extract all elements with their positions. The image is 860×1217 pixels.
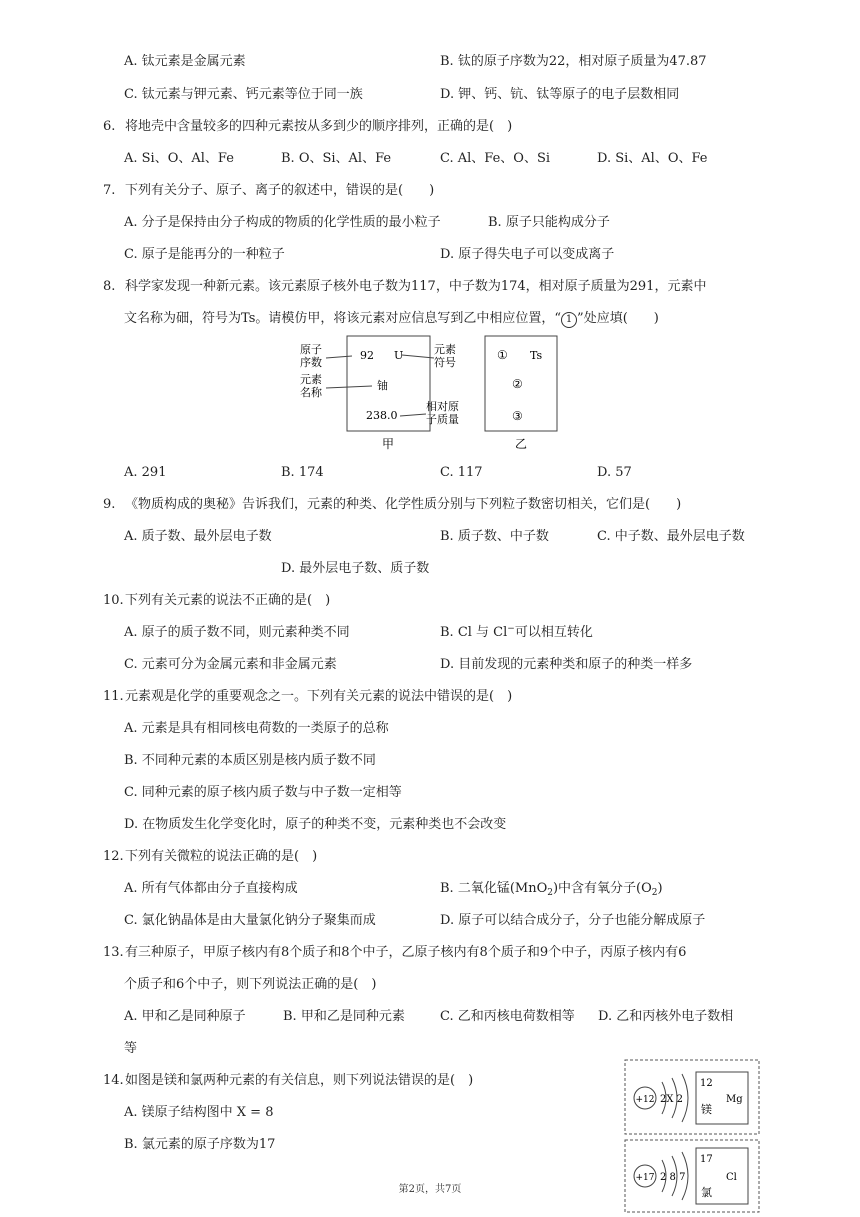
q7-option-b: B. 原子只能构成分子 [488, 215, 610, 230]
q12-text: 下列有关微粒的说法正确的是( ) [125, 849, 318, 864]
q9-option-b: B. 质子数、中子数 [440, 529, 549, 544]
q10-option-b-post: 可以相互转化 [514, 625, 593, 640]
q10-option-c: C. 元素可分为金属元素和非金属元素 [124, 657, 337, 672]
q14-stem [103, 1073, 473, 1089]
q12-option-a: A. 所有气体都由分子直接构成 [124, 881, 298, 896]
q11-option-b: B. 不同种元素的本质区别是核内质子数不同 [124, 753, 376, 768]
q13-stem-line1 [103, 945, 686, 961]
q9-stem [103, 497, 681, 513]
q7-stem [103, 183, 434, 199]
q10-option-d: D. 目前发现的元素种类和原子的种类一样多 [440, 657, 693, 672]
q10-option-b-pre: B. Cl 与 Cl [440, 625, 508, 640]
q10-option-b [440, 625, 593, 641]
q12-option-d: D. 原子可以结合成分子，分子也能分解成原子 [440, 913, 706, 928]
q11-option-d: D. 在物质发生化学变化时，原子的种类不变，元素种类也不会改变 [124, 817, 507, 832]
jia-pointer-mass [400, 414, 426, 416]
jia-pointer-name [326, 386, 372, 388]
cl-symbol: Cl [726, 1172, 737, 1183]
q6-option-a: A. Si、O、Al、Fe [124, 151, 234, 166]
q5-option-a: A. 钛元素是金属元素 [124, 54, 246, 69]
q8-text-2b: ”处应填( ) [577, 311, 659, 326]
jia-mass: 238.0 [366, 409, 398, 422]
q5-option-c: C. 钛元素与钾元素、钙元素等位于同一族 [124, 87, 363, 102]
yi-mark-1: ① [497, 348, 508, 362]
element-cell-diagram [296, 334, 566, 454]
jia-pointer-symbol [402, 355, 434, 358]
q5-option-b: B. 钛的原子序数为22，相对原子质量为47.87 [440, 54, 707, 69]
jia-label-name-2: 名称 [300, 386, 322, 399]
jia-name: 铀 [377, 379, 388, 392]
q7-option-c: C. 原子是能再分的一种粒子 [124, 247, 285, 262]
q7-text: 下列有关分子、原子、离子的叙述中，错误的是( ) [125, 183, 435, 198]
q8-stem-line1 [103, 279, 706, 295]
q14-text: 如图是镁和氯两种元素的有关信息，则下列说法错误的是( ) [125, 1073, 474, 1088]
q6-number: 6. [103, 119, 116, 134]
jia-label-number-2: 序数 [300, 356, 322, 369]
q8-option-c: C. 117 [440, 465, 483, 480]
q12-option-b-mid: )中含有氧分子(O [552, 881, 652, 896]
q8-option-d: D. 57 [597, 465, 632, 480]
jia-label-mass-2: 子质量 [426, 413, 459, 426]
q7-number: 7. [103, 183, 116, 198]
q7-option-a: A. 分子是保持由分子构成的物质的化学性质的最小粒子 [124, 215, 441, 230]
q8-text-2a: 文名称为鿬，符号为Ts。请模仿甲，将该元素对应信息写到乙中相应位置，“ [124, 311, 562, 326]
mg-shell-electrons: 2X 2 [660, 1094, 684, 1105]
jia-label-number-1: 原子 [300, 343, 322, 356]
q7-option-d: D. 原子得失电子可以变成离子 [440, 247, 615, 262]
q10-option-a: A. 原子的质子数不同，则元素种类不同 [124, 625, 350, 640]
q11-number: 11. [103, 689, 124, 704]
yi-caption: 乙 [515, 437, 528, 451]
q6-option-d: D. Si、Al、O、Fe [597, 151, 708, 166]
q13-option-d-wrap: 等 [124, 1041, 138, 1056]
q12-option-b [440, 881, 663, 897]
cl-shell-electrons: 2 8 7 [660, 1172, 686, 1183]
q13-option-a: A. 甲和乙是同种原子 [124, 1009, 246, 1024]
q11-stem [103, 689, 512, 705]
q9-number: 9. [103, 497, 116, 512]
q13-number: 13. [103, 945, 124, 960]
q6-option-b: B. O、Si、Al、Fe [281, 151, 392, 166]
q8-stem-line2 [124, 311, 659, 328]
q8-text-1: 科学家发现一种新元素。该元素原子核外电子数为117，中子数为174，相对原子质量为291，元素中 [125, 279, 707, 294]
q12-option-c: C. 氯化钠晶体是由大量氯化钠分子聚集而成 [124, 913, 376, 928]
q12-stem [103, 849, 317, 865]
q10-number: 10. [103, 593, 124, 608]
jia-number: 92 [360, 349, 374, 362]
q8-figure [296, 334, 566, 454]
jia-pointer-number [326, 356, 352, 358]
q13-stem-line2: 个质子和6个中子，则下列说法正确的是( ) [124, 977, 377, 992]
q11-option-c: C. 同种元素的原子核内质子数与中子数一定相等 [124, 785, 402, 800]
cl-name: 氯 [701, 1186, 712, 1199]
q6-option-c: C. Al、Fe、O、Si [440, 151, 551, 166]
q6-text: 将地壳中含量较多的四种元素按从多到少的顺序排列，正确的是( ) [125, 119, 513, 134]
q11-text: 元素观是化学的重要观念之一。下列有关元素的说法中错误的是( ) [125, 689, 513, 704]
jia-label-symbol-1: 元素 [434, 343, 456, 356]
q12-option-b-pre: B. 二氧化锰(MnO [440, 881, 548, 896]
yi-mark-3: ③ [512, 409, 523, 423]
q14-option-a: A. 镁原子结构图中 X = 8 [124, 1105, 274, 1120]
q10-stem [103, 593, 330, 609]
q9-text: 《物质构成的奥秘》告诉我们，元素的种类、化学性质分别与下列粒子数密切相关，它们是( ) [125, 497, 682, 512]
q13-option-c: C. 乙和丙核电荷数相等 [440, 1009, 575, 1024]
q12-number: 12. [103, 849, 124, 864]
q13-option-d: D. 乙和丙核外电子数相 [598, 1009, 734, 1024]
yi-mark-2: ② [512, 377, 523, 391]
jia-symbol: U [394, 349, 404, 362]
q11-option-a: A. 元素是具有相同核电荷数的一类原子的总称 [124, 721, 389, 736]
q8-option-a: A. 291 [124, 465, 167, 480]
q13-text-1: 有三种原子，甲原子核内有8个质子和8个中子，乙原子核内有8个质子和9个中子，丙原子核内有6 [125, 945, 687, 960]
page-footer: 第2页，共7页 [398, 1184, 462, 1195]
q14-option-b: B. 氯元素的原子序数为17 [124, 1137, 276, 1152]
jia-caption: 甲 [382, 437, 395, 451]
yi-symbol: Ts [530, 349, 543, 362]
mg-nucleus-charge: +12 [635, 1095, 655, 1105]
q5-option-d: D. 钾、钙、钪、钛等原子的电子层数相同 [440, 87, 680, 102]
q14-number: 14. [103, 1073, 124, 1088]
q9-option-c: C. 中子数、最外层电子数 [597, 529, 745, 544]
q8-option-b: B. 174 [281, 465, 324, 480]
q10-text: 下列有关元素的说法不正确的是( ) [125, 593, 331, 608]
circled-one-mark: 1 [561, 312, 577, 328]
q13-option-b: B. 甲和乙是同种元素 [283, 1009, 405, 1024]
q9-option-a: A. 质子数、最外层电子数 [124, 529, 272, 544]
q12-option-b-post: ) [657, 881, 663, 896]
cl-nucleus-charge: +17 [635, 1173, 655, 1183]
q12-option-b-sub2: 2 [651, 888, 658, 898]
q9-option-d: D. 最外层电子数、质子数 [281, 561, 430, 576]
q12-option-b-sub1: 2 [547, 888, 553, 898]
mg-symbol: Mg [726, 1094, 743, 1105]
jia-label-symbol-2: 符号 [434, 356, 456, 369]
mg-atomic-number: 12 [700, 1078, 713, 1089]
jia-label-mass-1: 相对原 [426, 400, 459, 413]
q10-option-b-sup: − [507, 624, 515, 634]
q6-stem [103, 119, 512, 135]
jia-label-name-1: 元素 [300, 373, 322, 386]
mg-name: 镁 [701, 1103, 712, 1116]
q8-number: 8. [103, 279, 116, 294]
cl-atomic-number: 17 [700, 1154, 713, 1165]
